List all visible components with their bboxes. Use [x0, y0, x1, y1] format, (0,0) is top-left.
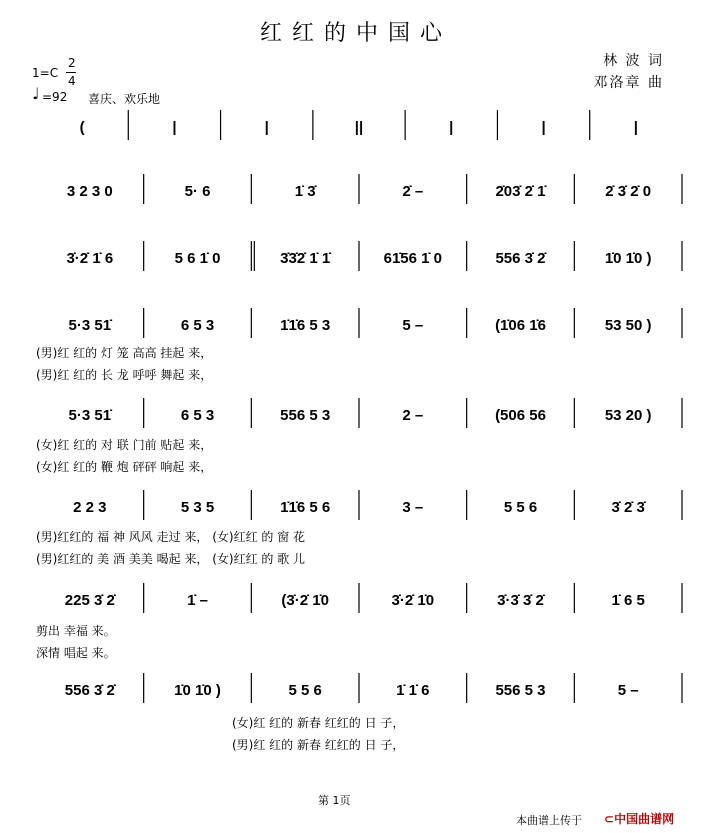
- measure-notes: 1̇0 1̇0 ): [174, 682, 221, 699]
- measure-notes: 5 3 5: [180, 499, 215, 516]
- measure-notes: |: [449, 119, 454, 136]
- composer-credit: 邓洛章 曲: [593, 75, 664, 91]
- quarter-note-icon: ♩: [32, 84, 40, 103]
- measure-notes: 2 2 3: [73, 499, 107, 516]
- lyric-line: (女)红 红的 新春 红红的 日 子，: [232, 716, 405, 730]
- lyric-line: (女)红 红的 鞭 炮 砰砰 响起 来，: [36, 460, 213, 474]
- lyric-line: 深情 唱起 来。: [36, 646, 116, 660]
- measure-notes: 53 20 ): [604, 407, 652, 424]
- tempo-marking: =92: [42, 90, 68, 104]
- upload-note: 本曲谱上传于: [516, 814, 582, 827]
- measure-notes: 3̇·3̇ 3̇ 2̇: [497, 592, 544, 609]
- measure-notes: 6 5 3: [180, 317, 215, 334]
- score-title: 红红的中国心: [259, 21, 452, 46]
- measure-notes: 556 5 3: [280, 407, 331, 424]
- lyricist-credit: 林 波 词: [603, 53, 664, 69]
- measure-notes: (: [79, 119, 85, 136]
- measure-notes: 5 6 1̇ 0: [174, 250, 221, 267]
- page-number: 第 1页: [318, 794, 351, 807]
- measure-notes: (506 56: [495, 407, 546, 424]
- measure-notes: 1̇ –: [187, 592, 208, 609]
- measure-notes: |: [633, 119, 638, 136]
- measure-notes: 1̇ 3̇: [294, 183, 316, 200]
- measure-notes: (3̇·2̇ 1̇0: [281, 592, 329, 609]
- measure-notes: 5 –: [617, 682, 639, 699]
- measure-notes: 556 3̇ 2̇: [64, 682, 115, 699]
- lyric-line: (女)红 红的 对 联 门前 贴起 来，: [36, 438, 213, 452]
- measure-notes: 1̇ 1̇ 6: [396, 682, 430, 699]
- measure-notes: 2̇03̇ 2̇ 1̇: [495, 183, 546, 200]
- logo-icon: ⊂: [604, 812, 615, 826]
- measure-notes: 3̇ 2̇ 3̇: [611, 499, 645, 516]
- lyric-line: (男)红红的 美 酒 美美 喝起 来， (女)红红 的 歌 儿: [36, 552, 306, 566]
- measure-notes: 5 5 6: [288, 682, 322, 699]
- measure-notes: 5 –: [402, 317, 424, 334]
- measure-notes: 2̇ 3̇ 2̇ 0: [605, 183, 652, 200]
- measure-notes: 5·3 51̇: [68, 317, 112, 334]
- measure-notes: 3 2 3 0: [66, 183, 113, 200]
- measure-notes: 6 5 3: [180, 407, 215, 424]
- lyric-line: (男)红红的 福 神 风风 走过 来， (女)红红 的 窗 花: [36, 530, 306, 544]
- measure-notes: |: [541, 119, 546, 136]
- measure-notes: 3̇3̇2̇ 1̇ 1̇: [280, 250, 331, 267]
- measure-notes: |: [264, 119, 269, 136]
- measure-notes: (1̇06 1̇6: [495, 317, 546, 334]
- measure-notes: 1̇1̇6 5 3: [280, 317, 331, 334]
- measure-notes: ||: [354, 119, 364, 136]
- measure-notes: 61̇56 1̇ 0: [383, 250, 443, 267]
- measure-notes: 2̇ –: [402, 183, 424, 200]
- time-signature-bottom: 4: [68, 74, 76, 88]
- key-signature: 1=C: [32, 66, 59, 80]
- mood-marking: 喜庆、欢乐地: [88, 92, 161, 106]
- lyric-line: 剪出 幸福 来。: [36, 624, 116, 638]
- measure-notes: 53 50 ): [604, 317, 652, 334]
- lyric-line: (男)红 红的 灯 笼 高高 挂起 来，: [36, 346, 213, 360]
- measure-notes: 5· 6: [184, 183, 211, 200]
- measure-notes: 556 3̇ 2̇: [495, 250, 546, 267]
- measure-notes: 1̇ 6 5: [611, 592, 645, 609]
- lyric-line: (男)红 红的 长 龙 呼呼 舞起 来，: [36, 368, 213, 382]
- measure-notes: 556 5 3: [495, 682, 546, 699]
- time-signature-top: 2: [68, 56, 76, 70]
- measure-notes: 5·3 51̇: [68, 407, 112, 424]
- measure-notes: |: [172, 119, 177, 136]
- lyric-line: (男)红 红的 新春 红红的 日 子，: [232, 738, 405, 752]
- site-logo: ⊂中国曲谱网: [604, 812, 675, 826]
- measure-notes: 225 3̇ 2̇: [64, 592, 115, 609]
- measure-notes: 2 –: [402, 407, 424, 424]
- measure-notes: 3 –: [402, 499, 424, 516]
- measure-notes: 1̇1̇6 5 6: [280, 499, 331, 516]
- measure-notes: 3̇·2̇ 1̇0: [391, 592, 435, 609]
- measure-notes: 3̇·2̇ 1̇ 6: [66, 250, 114, 267]
- measure-notes: 5 5 6: [503, 499, 538, 516]
- measure-notes: 1̇0 1̇0 ): [604, 250, 652, 267]
